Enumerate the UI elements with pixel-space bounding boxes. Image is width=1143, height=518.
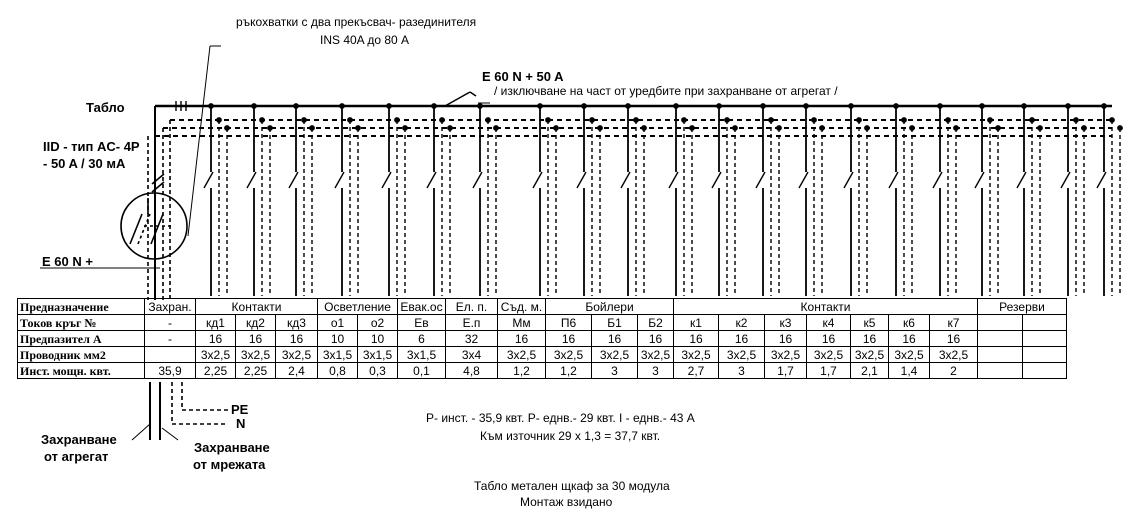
table-cell: 16 <box>638 331 674 347</box>
table-cell: 3x2,5 <box>196 347 236 363</box>
table-cell: Мм <box>498 315 546 331</box>
table-cell: 0,1 <box>398 363 446 379</box>
power-summary-line2: Към източник 29 x 1,3 = 37,7 квт. <box>480 429 661 443</box>
table-cell: 16 <box>546 331 592 347</box>
group-cell: Осветление <box>318 299 398 315</box>
table-cell: 16 <box>276 331 318 347</box>
table-cell: к4 <box>807 315 851 331</box>
table-cell: 3x2,5 <box>638 347 674 363</box>
junction-dot <box>690 126 695 131</box>
junction-dot <box>996 126 1001 131</box>
table-cell: 3x2,5 <box>498 347 546 363</box>
table-cell <box>978 347 1023 363</box>
e60-label: E 60 N + <box>42 254 93 269</box>
supply-grid-line1: Захранване <box>194 440 270 455</box>
table-cell: к1 <box>674 315 719 331</box>
feeder-wire <box>247 172 256 188</box>
main-breaker-note: / изключване на част от уредбите при захранване от агрегат / <box>494 84 838 98</box>
feeder-wire <box>799 172 808 188</box>
table-cell: 3x2,5 <box>930 347 978 363</box>
table-cell: к3 <box>765 315 807 331</box>
table-cell: 32 <box>446 331 498 347</box>
table-cell: 2,4 <box>276 363 318 379</box>
circuit-schedule-table <box>17 298 1067 379</box>
table-cell: Е.п <box>446 315 498 331</box>
group-cell: Контакти <box>196 299 318 315</box>
group-cell: Ел. п. <box>446 299 498 315</box>
panel-label: Табло <box>86 100 125 115</box>
group-cell: Съд. м. <box>498 299 546 315</box>
table-cell: кд3 <box>276 315 318 331</box>
table-cell: 16 <box>930 331 978 347</box>
table-cell <box>978 363 1023 379</box>
table-cell: 2,25 <box>236 363 276 379</box>
pe-label: PE <box>231 402 249 417</box>
table-cell: 3x2,5 <box>674 347 719 363</box>
feeder-wire <box>889 172 898 188</box>
table-cell: 1,2 <box>546 363 592 379</box>
table-cell: о1 <box>318 315 358 331</box>
feeder-wire <box>844 172 853 188</box>
feeder-lines <box>204 104 1122 296</box>
table-cell: 16 <box>807 331 851 347</box>
table-cell: 10 <box>358 331 398 347</box>
table-cell: 3x1,5 <box>398 347 446 363</box>
table-cell: 3 <box>719 363 765 379</box>
table-cell: 3 <box>638 363 674 379</box>
feeder-wire <box>669 172 678 188</box>
table-cell: 2 <box>930 363 978 379</box>
table-cell: Б2 <box>638 315 674 331</box>
footer-line2: Монтаж взидано <box>520 495 613 509</box>
table-cell: 6 <box>398 331 446 347</box>
feeder-wire <box>621 172 630 188</box>
feeder-wire <box>1097 172 1106 188</box>
table-cell: к2 <box>719 315 765 331</box>
junction-dot <box>634 118 639 123</box>
table-cell: 16 <box>889 331 930 347</box>
table-cell: к7 <box>930 315 978 331</box>
table-cell <box>1023 347 1067 363</box>
table-row-purpose <box>18 299 1067 315</box>
feeder-wire <box>204 172 213 188</box>
table-cell: кд2 <box>236 315 276 331</box>
table-cell <box>978 331 1023 347</box>
main-breaker-symbol <box>445 92 476 106</box>
table-cell: 16 <box>674 331 719 347</box>
rcd-label-line1: IID - тип AC- 4P <box>43 139 140 154</box>
feeder-wire <box>1061 172 1070 188</box>
table-cell: 0,8 <box>318 363 358 379</box>
feeder-wire <box>933 172 942 188</box>
row-header: Токов кръг № <box>18 315 145 331</box>
table-cell: 16 <box>719 331 765 347</box>
feeder-wire <box>756 172 765 188</box>
table-cell: 2,1 <box>851 363 889 379</box>
table-cell: Б1 <box>592 315 638 331</box>
table-cell: 3x2,5 <box>276 347 318 363</box>
junction-dot <box>1030 118 1035 123</box>
feeder-wire <box>473 172 482 188</box>
main-breaker-label: E 60 N + 50 A <box>482 69 564 84</box>
table-cell: 3x2,5 <box>546 347 592 363</box>
row-header: Предназначение <box>18 299 145 315</box>
table-cell: 3x1,5 <box>318 347 358 363</box>
row-header: Проводник мм2 <box>18 347 145 363</box>
table-row-conductor <box>18 347 1067 363</box>
power-summary-line1: P- инст. - 35,9 квт. P- еднв.- 29 квт. I - еднв.- 43 A <box>426 411 695 425</box>
supply-generator-line2: от агрегат <box>44 449 109 464</box>
supply-generator-line1: Захранване <box>41 432 117 447</box>
table-cell <box>1023 315 1067 331</box>
table-cell: П6 <box>546 315 592 331</box>
rcd-label-line2: - 50 A / 30 мА <box>43 156 126 171</box>
table-cell: 2,25 <box>196 363 236 379</box>
table-row-power <box>18 363 1067 379</box>
n-label: N <box>236 416 246 431</box>
table-cell: 3x1,5 <box>358 347 398 363</box>
table-cell <box>1023 363 1067 379</box>
table-cell: о2 <box>358 315 398 331</box>
top-note-line2: INS 40A до 80 A <box>320 33 410 47</box>
table-cell: 3x2,5 <box>592 347 638 363</box>
feeder-wire <box>427 172 436 188</box>
table-cell: 3x2,5 <box>851 347 889 363</box>
table-cell: к6 <box>889 315 930 331</box>
table-cell <box>978 315 1023 331</box>
table-cell: 16 <box>765 331 807 347</box>
table-cell: 1,2 <box>498 363 546 379</box>
table-cell: 16 <box>592 331 638 347</box>
table-cell: 3x2,5 <box>236 347 276 363</box>
table-cell: 16 <box>498 331 546 347</box>
table-cell: 0,3 <box>358 363 398 379</box>
footer-line1: Табло метален щкаф за 30 модула <box>474 479 670 493</box>
feeder-wire <box>335 172 344 188</box>
junction-dot <box>1118 126 1123 131</box>
feeder-wire <box>533 172 542 188</box>
table-cell: - <box>145 331 196 347</box>
table-cell: Ев <box>398 315 446 331</box>
table-cell: 10 <box>318 331 358 347</box>
row-header: Инст. мощн. квт. <box>18 363 145 379</box>
feeder-wire <box>712 172 721 188</box>
table-cell: 3x2,5 <box>807 347 851 363</box>
table-cell <box>145 347 196 363</box>
feeder-wire <box>975 172 984 188</box>
table-cell: 16 <box>196 331 236 347</box>
supply-grid-line2: от мрежата <box>193 457 266 472</box>
table-cell: 2,7 <box>674 363 719 379</box>
table-cell: 1,4 <box>889 363 930 379</box>
table-row-breaker <box>18 331 1067 347</box>
busbars <box>155 106 1112 136</box>
table-cell: 4,8 <box>446 363 498 379</box>
table-cell: 3x2,5 <box>719 347 765 363</box>
table-cell <box>1023 331 1067 347</box>
feeder-wire <box>1017 172 1026 188</box>
table-cell: - <box>145 315 196 331</box>
row-header: Предпазител А <box>18 331 145 347</box>
group-cell: Бойлери <box>546 299 674 315</box>
feeder-wire <box>289 172 298 188</box>
table-cell: 3x2,5 <box>765 347 807 363</box>
table-cell: 1,7 <box>807 363 851 379</box>
table-cell: 1,7 <box>765 363 807 379</box>
group-cell: Евак.ос <box>398 299 446 315</box>
table-row-circuit <box>18 315 1067 331</box>
table-cell: 35,9 <box>145 363 196 379</box>
table-cell: к5 <box>851 315 889 331</box>
feeder-wire <box>382 172 391 188</box>
group-cell: Захран. <box>145 299 196 315</box>
table-cell: 3x4 <box>446 347 498 363</box>
feeder-wire <box>577 172 586 188</box>
group-cell: Контакти <box>674 299 978 315</box>
table-cell: 16 <box>851 331 889 347</box>
table-cell: 3 <box>592 363 638 379</box>
table-cell: 3x2,5 <box>889 347 930 363</box>
bottom-supply <box>132 382 228 440</box>
table-cell: 16 <box>236 331 276 347</box>
group-cell: Резерви <box>978 299 1067 315</box>
top-note-line1: ръкохватки с два прекъсвач- разединителя <box>236 15 477 29</box>
junction-dot <box>769 118 774 123</box>
table-cell: кд1 <box>196 315 236 331</box>
